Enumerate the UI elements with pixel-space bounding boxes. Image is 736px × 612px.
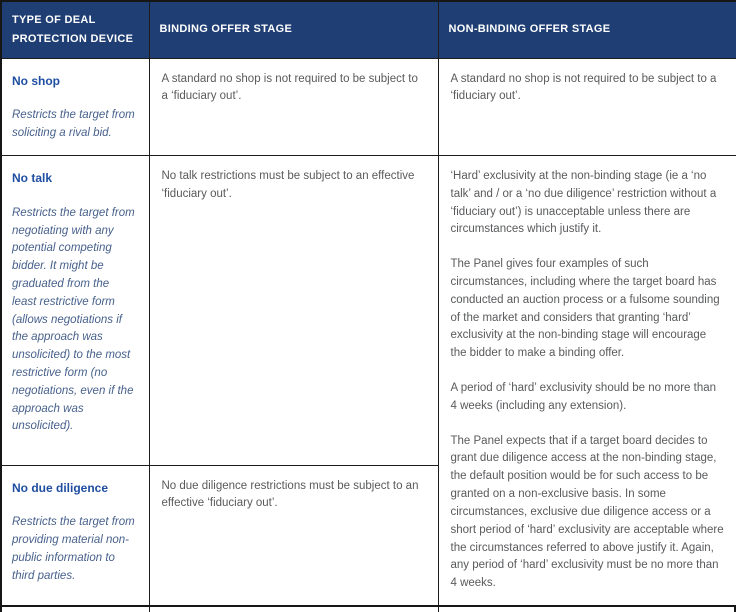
header-cell-device-type: TYPE OF DEAL PROTECTION DEVICE	[1, 1, 149, 58]
next-row-cutoff-strip	[0, 607, 736, 612]
cell-no-talk-binding	[149, 155, 438, 465]
no-shop-non-binding-text: A standard no shop is not required to be subject to a ‘fiduciary out’.	[450, 72, 717, 103]
cell-no-shop-binding	[149, 58, 438, 155]
device-name-no-shop: No shop	[12, 73, 60, 88]
non-binding-paragraph-2: The Panel gives four examples of such circumstances, including where the target board has conducted an auction process or a fulsome sounding of the market and considers that granting ‘hard’ exclusivity at the non-binding stage will encourage the bidder to make a binding offer.	[450, 258, 720, 360]
cell-non-binding-merged	[438, 155, 736, 606]
column-divider-line	[149, 607, 150, 612]
cell-no-talk-device	[1, 155, 149, 465]
device-desc-no-shop: Restricts the target from soliciting a rival bid.	[12, 109, 135, 140]
non-binding-paragraph-4: The Panel expects that if a target board decides to grant due diligence access at the non-binding stage, the default position would be for such access to be granted on a non-exclusive basis. In some circumstances, exclusive due diligence access or a short period of ‘hard’ exclusivity are acceptable where the circumstances referred to above justify it. Again, any period of ‘hard’ exclusivity must be no more than 4 weeks.	[450, 434, 724, 590]
header-cell-non-binding-stage: NON-BINDING OFFER STAGE	[438, 1, 736, 58]
cell-no-due-diligence-device	[1, 465, 149, 606]
cell-no-shop-device	[1, 58, 149, 155]
no-due-diligence-binding-text: No due diligence restrictions must be subject to an effective ‘fiduciary out’.	[161, 479, 419, 510]
table-row-no-talk	[1, 155, 736, 465]
no-talk-binding-text: No talk restrictions must be subject to an effective ‘fiduciary out’.	[161, 169, 415, 200]
no-shop-binding-text: A standard no shop is not required to be subject to a ‘fiduciary out’.	[161, 72, 418, 103]
non-binding-paragraph-3: A period of ‘hard’ exclusivity should be no more than 4 weeks (including any extension).	[450, 382, 717, 412]
header-cell-binding-stage: BINDING OFFER STAGE	[149, 1, 438, 58]
device-desc-no-due-diligence: Restricts the target from providing material non-public information to third parties.	[12, 516, 135, 582]
device-name-no-due-diligence: No due diligence	[12, 480, 109, 495]
column-divider-line	[438, 607, 439, 612]
cell-no-shop-non-binding	[438, 58, 736, 155]
device-desc-no-talk: Restricts the target from negotiating with any potential competing bidder. It might be graduated from the least restrictive form (allows negotiations if the approach was unsolicited) to the most restrictive form (no negotiations, even if the approach was unsolicited).	[12, 206, 135, 433]
table-row-no-shop	[1, 58, 736, 155]
cell-no-due-diligence-binding	[149, 465, 438, 606]
table-header-row	[1, 1, 736, 58]
device-name-no-talk: No talk	[12, 170, 53, 185]
non-binding-paragraph-1: ‘Hard’ exclusivity at the non-binding stage (ie a ‘no talk’ and / or a ‘no due diligence’ restriction without a ‘fiduciary out’) is unacceptable unless there are circumstances which justify it.	[450, 169, 717, 236]
